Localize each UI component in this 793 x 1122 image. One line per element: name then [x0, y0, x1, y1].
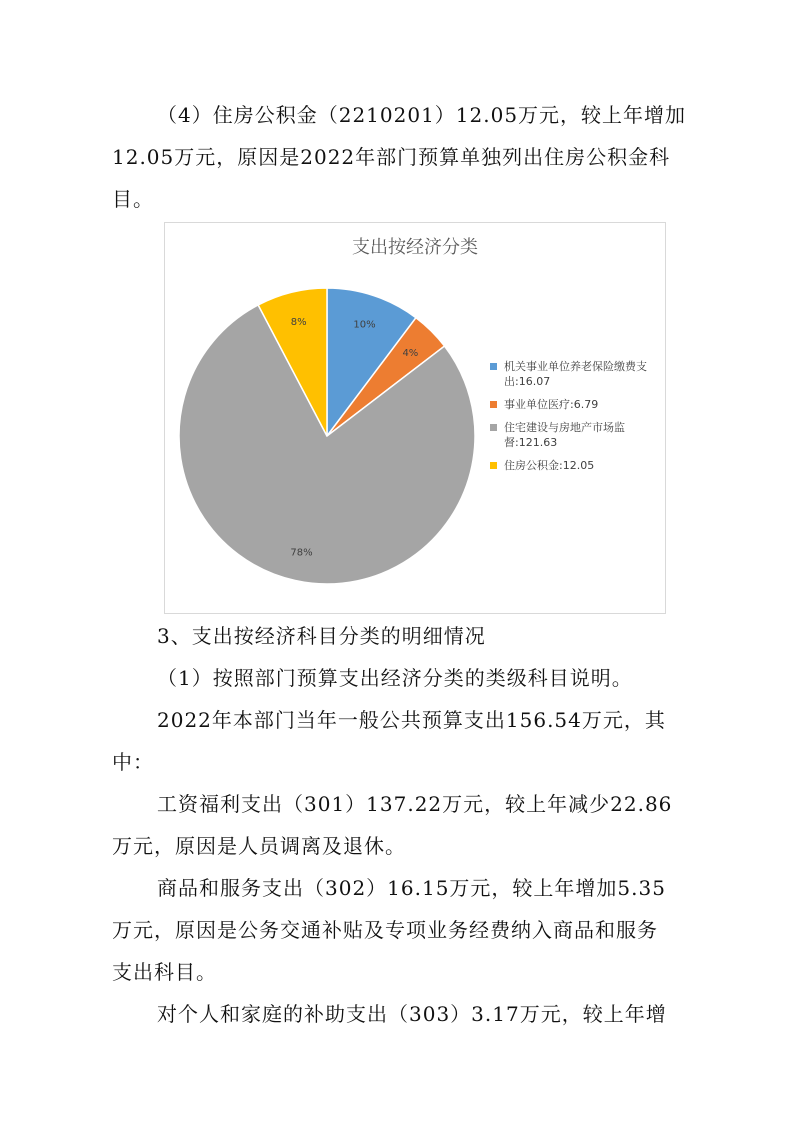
legend-item-2 — [490, 420, 660, 450]
legend-swatch — [490, 462, 497, 469]
paragraph-goods-services — [112, 867, 672, 993]
pie-data-label-3: 8% — [290, 317, 307, 329]
paragraph-wages — [112, 783, 672, 867]
text-line: （1）按照部门预算支出经济分类的类级科目说明。 — [157, 666, 633, 690]
text-line: 2022年本部门当年一般公共预算支出156.54万元，其 — [157, 708, 666, 732]
section-heading: 3、支出按经济科目分类的明细情况 — [157, 624, 486, 648]
pie-data-label-2: 78% — [290, 547, 313, 559]
paragraph-subsidies — [112, 993, 672, 1035]
paragraph-explanation — [112, 657, 672, 699]
text-line: （4）住房公积金（2210201）12.05万元，较上年增加 — [157, 103, 687, 127]
chart-legend — [490, 359, 660, 481]
text-line: 万元，原因是人员调离及退休。 — [112, 834, 406, 858]
text-line: 12.05万元，原因是2022年部门预算单独列出住房公积金科 — [112, 145, 671, 169]
text-line: 万元，原因是公务交通补贴及专项业务经费纳入商品和服务 — [112, 918, 658, 942]
legend-item-1 — [490, 397, 660, 412]
text-line: 对个人和家庭的补助支出（303）3.17万元，较上年增 — [157, 1002, 667, 1026]
pie-data-label-1: 4% — [402, 347, 419, 359]
text-line: 支出科目。 — [112, 960, 217, 984]
text-line: 目。 — [112, 187, 154, 211]
legend-swatch — [490, 424, 497, 431]
chart-title: 支出按经济分类 — [352, 237, 478, 258]
legend-label: 住宅建设与房地产市场监督:121.63 — [504, 421, 625, 449]
legend-label: 事业单位医疗:6.79 — [504, 398, 599, 411]
legend-label: 机关事业单位养老保险缴费支出:16.07 — [504, 360, 647, 388]
paragraph-housing-fund — [112, 94, 687, 220]
pie-chart — [164, 222, 666, 614]
paragraph-total-expenditure — [112, 699, 672, 783]
paragraph-section-heading — [112, 615, 672, 657]
legend-swatch — [490, 401, 497, 408]
text-line: 商品和服务支出（302）16.15万元，较上年增加5.35 — [157, 876, 666, 900]
text-line: 工资福利支出（301）137.22万元，较上年减少22.86 — [157, 792, 673, 816]
legend-label: 住房公积金:12.05 — [504, 459, 595, 472]
text-line: 中： — [112, 750, 154, 774]
pie-data-label-0: 10% — [353, 319, 376, 331]
legend-item-3 — [490, 458, 660, 473]
legend-item-0 — [490, 359, 660, 389]
legend-swatch — [490, 363, 497, 370]
